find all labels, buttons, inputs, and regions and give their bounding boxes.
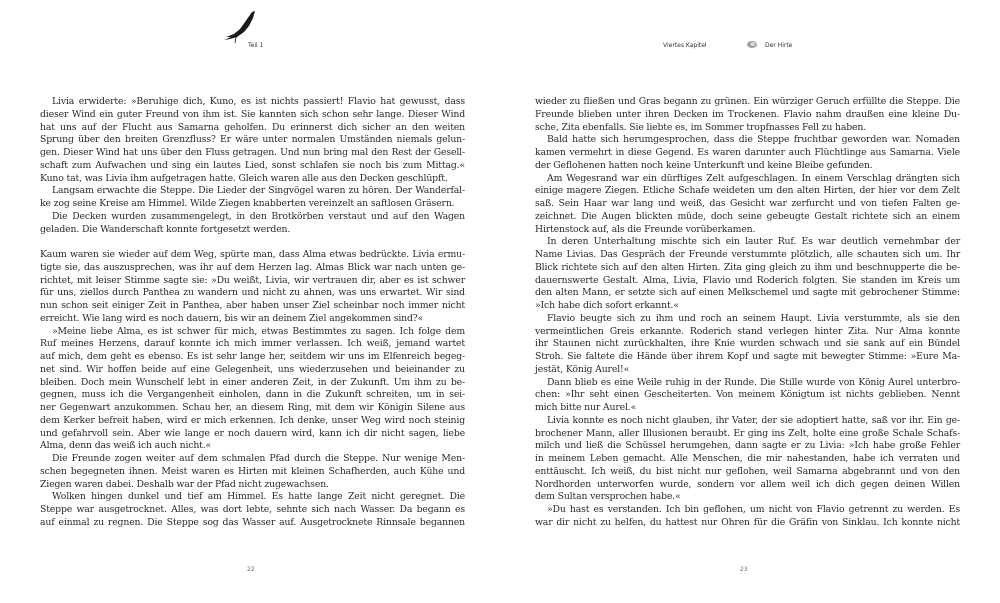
left-page-text	[40, 96, 465, 530]
text-line: gen. Dieser Wind hat uns über den Fluss getragen. Und nun bring mal den Rest der Gesell-	[40, 147, 465, 158]
text-line: tigte sie, das auszusprechen, was ihr auf dem Herzen lag. Almas Blick war nach unten ge-	[40, 261, 465, 273]
text-line: erreicht. Wie lang wird es noch dauern, bis wir an deinem Ziel angekommen sind?«	[40, 312, 424, 324]
text-line: für uns, ziellos durch Panthea zu wandern und nicht zu ahnen, was uns erwartet. Wir sind	[40, 287, 465, 299]
text-line: dieser Wind ein guter Freund von ihm ist. Sie kannten sich schon sehr lange. Dieser Wind	[40, 108, 465, 120]
paragraph	[535, 377, 960, 415]
text-line: Bald hatte sich herumgesprochen, dass die Steppe fruchtbar geworden war. Nomaden	[547, 134, 960, 146]
running-header-part: Teil 1	[248, 42, 264, 49]
text-line: hat uns auf der Flucht aus Samarna geholfen. Du erinnerst dich sicher an den weiten	[40, 121, 465, 133]
text-line: zeichnet. Die Augen blickten müde, doch seine gebeugte Gestalt richtete sich an einem	[535, 210, 960, 222]
text-line: mich bitte nur Aurel.«	[535, 402, 637, 413]
paragraph	[40, 96, 465, 185]
text-line: Ziegen waren dabei. Deshalb war der Pfad nicht zugewachsen.	[40, 478, 329, 490]
text-line: Kuno tat, was Livia ihm aufgetragen hatte. Gleich waren alle aus den Decken geschlüpft.	[40, 172, 448, 184]
paragraph	[40, 453, 465, 491]
text-line: Blick richtete sich auf den alten Hirten. Zita ging gleich zu ihm und beschnupperte die be-	[535, 261, 960, 273]
text-line: Kaum waren sie wieder auf dem Weg, spürte man, dass Alma etwas bedrückte. Livia ermu-	[40, 249, 465, 260]
text-line: sche, Zita ebenfalls. Sie liebte es, im Sommer tropfnasses Fell zu haben.	[535, 121, 867, 133]
text-line: den alten Mann, er setzte sich auf einen Melkschemel und sagte mit gebrochener Stimme:	[535, 287, 960, 299]
text-line: Am Wegesrand war ein dürftiges Zelt aufgeschlagen. In einem Verschlag drängten sich	[547, 172, 960, 184]
text-line: dem Sultan versprochen habe.«	[535, 491, 681, 503]
text-line: bleiben. Doch mein Wunschelf lebt in einer anderen Zeit, in der Zukunft. Um ihm zu be-	[40, 376, 465, 388]
text-line: vermeintlichen Greis erkannte. Roderich stand verlegen hinter Zita. Nur Alma konnte	[535, 325, 960, 337]
text-line: dauernswerte Gestalt. Alma, Livia, Flavio und Roderich folgten. Sie standen im Kreis um	[535, 274, 960, 286]
text-line: Die Freunde zogen weiter auf dem schmalen Pfad durch die Steppe. Nur wenige Men-	[52, 453, 465, 464]
text-line: net sind. Wir hoffen beide auf eine Gelegenheit, uns wiederzusehen und beieinander zu	[40, 363, 465, 375]
text-line: Die Decken wurden zusammengelegt, in den Brotkörben verstaut und auf den Wagen	[52, 210, 465, 222]
text-line: »Du hast es verstanden. Ich bin geflohen, um nicht von Flavio getrennt zu werden. Es	[547, 504, 960, 515]
text-line: Dann blieb es eine Weile ruhig in der Runde. Die Stille wurde von König Aurel unterbro-	[547, 376, 960, 388]
text-line: Sprung über den breiten Grenzfluss? Er wäre unter normalen Umständen niemals gelun-	[40, 134, 465, 146]
text-line: gegnen, muss ich die Vergangenheit einholen, dann in die Zukunft schreiten, um in sei-	[40, 389, 465, 401]
text-line: wieder zu fließen und Gras begann zu grünen. Ein würziger Geruch erfüllte die Steppe. Die	[535, 96, 960, 107]
paragraph	[40, 491, 465, 529]
text-line: In deren Unterhaltung mischte sich ein lauter Ruf. Es war deutlich vernehmbar der	[547, 236, 960, 248]
text-line: schaft zum Aufwachen und sing ein lautes Lied, sonst schlafen sie noch bis zum Mittag.«	[40, 159, 465, 171]
text-line: geladen. Die Wanderschaft konnte fortgesetzt werden.	[40, 223, 291, 235]
text-line: Langsam erwachte die Steppe. Die Lieder der Singvögel waren zu hören. Der Wanderfal-	[52, 185, 465, 197]
running-header-chapter: Viertes Kapitel	[663, 42, 707, 49]
text-line: einige magere Ziegen. Etliche Schafe weideten um den alten Hirten, der hier vor dem Zelt	[535, 185, 960, 197]
text-line: chen: »Ihr seht einen Gescheiterten. Von meinem Königtum ist nichts geblieben. Nennt	[535, 389, 960, 401]
text-line: ke zog seine Kreise am Himmel. Wilde Ziegen knabberten vereinzelt an saftlosen Gräsern.	[40, 198, 455, 209]
text-line: in meinem Leben gemacht. Alle Menschen, die mir nahestanden, habe ich verraten und	[535, 453, 960, 464]
paragraph	[535, 504, 960, 530]
text-line: nun schon seit einiger Zeit in Panthea, aber haben unser Ziel scheinbar noch immer nicht	[40, 300, 465, 311]
paragraph	[40, 326, 465, 454]
text-line: Livia konnte es noch nicht glauben, ihr Vater, der sie adoptiert hatte, saß vor ihr. Ein ge-	[547, 414, 960, 426]
paragraph	[40, 185, 465, 211]
paragraph	[40, 211, 465, 237]
text-line: saß. Sein Haar war lang und weiß, das Gesicht war zerfurcht und von tiefen Falten ge-	[535, 198, 960, 209]
text-line: Name Livias. Das Gespräch der Freunde verstummte plötzlich, alle schauten sich um. Ihr	[535, 249, 960, 260]
text-line: auf mich, dem geht es ebenso. Es ist sehr lange her, seitdem wir uns im Elfenreich begeg-	[40, 351, 465, 362]
paragraph	[40, 249, 465, 326]
text-line: »Meine liebe Alma, es ist schwer für mich, etwas Bestimmtes zu sagen. Ich folge dem	[52, 325, 465, 337]
paragraph	[535, 236, 960, 313]
eagle-emblem-icon	[222, 10, 262, 46]
text-line: schen begegneten ihnen. Meist waren es Hirten mit kleinen Schafherden, auch Kühe und	[40, 465, 465, 477]
text-line: Nordhorden unterworfen wurde, sondern vor allem weil ich dich gegen deinen Willen	[535, 478, 960, 490]
paragraph	[535, 415, 960, 504]
text-line: milch und ließ die Schüssel herumgehen, dann sagte er zu Livia: »Ich habe große Fehler	[535, 440, 960, 452]
text-line: »Ich habe dich sofort erkannt.«	[535, 300, 679, 311]
text-line: Stroh. Sie faltete die Hände über ihrem Kopf und sagte mit bewegter Stimme: »Eure Ma-	[535, 351, 960, 362]
text-line: Flavio beugte sich zu ihm und roch an seinem Haupt. Livia verstummte, als sie den	[547, 312, 960, 324]
text-line: war dir nicht zu helfen, du hattest nur Ohren für die Gräfin von Sinklau. Ich konnte nicht	[535, 516, 960, 528]
text-line: Wolken hingen dunkel und tief am Himmel. Es hatte lange Zeit nicht geregnet. Die	[52, 491, 465, 503]
text-line: und gefahrvoll sein. Aber wie lange er noch dauern wird, kann ich dir nicht sagen, liebe	[40, 427, 465, 439]
text-line: ner Gegenwart anzukommen. Schau her, an diesem Ring, mit dem wir Königin Silene aus	[40, 402, 465, 413]
page-number: 23	[740, 566, 748, 573]
paragraph	[535, 134, 960, 172]
right-page-text	[535, 96, 960, 530]
text-line: Steppe war ausgetrocknet. Alles, was dort lebte, sehnte sich nach Wasser. Da begann es	[40, 504, 465, 515]
text-line: der Geflohenen hatten noch keine Unterkunft und keine Bleibe gefunden.	[535, 159, 873, 171]
text-line: kamen vermehrt in diese Gegend. Es waren darunter auch Flüchtlinge aus Samarna. Viele	[535, 147, 960, 158]
text-line: jestät, König Aurel!«	[535, 363, 630, 375]
text-line: Alma, denn das weiß ich auch nicht.«	[40, 440, 212, 452]
paragraph	[535, 96, 960, 134]
text-line: brochener Mann, aller Illusionen beraubt. Er ging ins Zelt, holte eine große Schale Schafs-	[535, 427, 960, 439]
text-line: auf einmal zu regnen. Die Steppe sog das Wasser auf. Ausgetrocknete Rinnsale begannen	[40, 516, 465, 528]
text-line: ihr Staunen nicht zurückhalten, ihre Knie wurden schwach und sie sank auf ein Bündel	[535, 338, 960, 350]
page-number: 22	[247, 566, 255, 573]
section-break	[40, 236, 465, 249]
text-line: Freunde blieben unter ihren Decken im Trockenen. Flavio nahm draußen eine kleine Du-	[535, 108, 960, 120]
text-line: Livia erwiderte: »Beruhige dich, Kuno, es ist nichts passiert! Flavio hat gewusst, dass	[52, 96, 465, 107]
text-line: enttäuscht. Ich weiß, du bist nicht nur geflohen, weil Samarna abgebrannt und von den	[535, 465, 960, 477]
paragraph	[535, 173, 960, 237]
text-line: Ruf meines Herzens, darauf konnte ich mich immer verlassen. Ich weiß, jemand wartet	[40, 338, 465, 350]
running-header-title: Der Hirte	[765, 42, 793, 49]
chapter-ornament-icon	[746, 40, 758, 49]
text-line: richtet, mit leiser Stimme sagte sie: »Du weißt, Livia, wir vertrauen dir, aber es ist schwer	[40, 274, 465, 286]
text-line: dem Kerker befreit haben, wird er mich erkennen. Ich denke, unser Weg wird noch steinig	[40, 414, 465, 426]
text-line: Hirtenstock auf, als die Freunde vorüberkamen.	[535, 223, 756, 235]
right-page	[500, 0, 1000, 603]
paragraph	[535, 313, 960, 377]
